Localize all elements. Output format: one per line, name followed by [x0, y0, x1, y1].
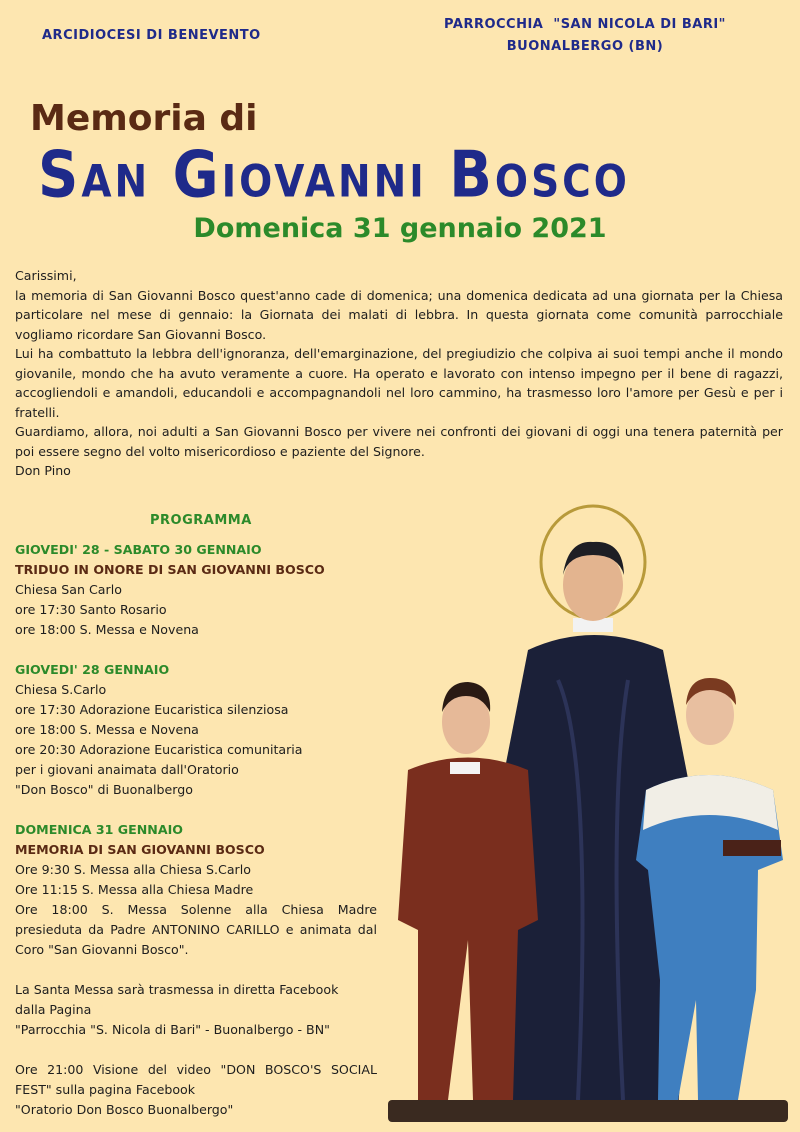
- block-video-text: Ore 21:00 Visione del video "DON BOSCO'S SOCIAL FEST" sulla pagina Facebook: [15, 1062, 377, 1097]
- letter-signature: Don Pino: [15, 463, 71, 478]
- block-heading: DOMENICA 31 GENNAIO: [15, 822, 183, 837]
- parish-header: [440, 14, 730, 58]
- program-title: PROGRAMMA: [150, 513, 252, 528]
- archdiocese-label: ARCIDIOCESI DI BENEVENTO: [42, 28, 261, 43]
- letter-greeting: Carissimi,: [15, 268, 77, 283]
- block-subheading: TRIDUO IN ONORE DI SAN GIOVANNI BOSCO: [15, 562, 325, 577]
- program-block-thursday: [15, 660, 377, 800]
- letter-paragraph: Guardiamo, allora, noi adulti a San Giovanni Bosco per vivere nei confronti dei giovani di oggi una tenera paternità per poi essere segno del volto misericordioso e paziente del Signore.: [15, 424, 783, 459]
- block-line: Ore 9:30 S. Messa alla Chiesa S.Carlo: [15, 862, 251, 877]
- letter-paragraph: Lui ha combattuto la lebbra dell'ignoranza, dell'emarginazione, del pregiudizio che colpiva ai suoi tempi anche il mondo giovanile, mondo che ha avuto veramente a cuore. Ha operato e lavorato con intenso impegno per il bene di ragazzi, accogliendoli e amandoli, educandoli e accompagnandoli nel loro cammino, ha trasmesso loro l'amore per Gesù e per i fratelli.: [15, 346, 783, 420]
- parish-name: PARROCCHIA "SAN NICOLA DI BARI": [444, 17, 726, 32]
- program-block-video: [15, 1060, 377, 1120]
- saint-title: San Giovanni Bosco: [38, 138, 630, 213]
- parish-town: BUONALBERGO (BN): [506, 39, 664, 54]
- pastoral-letter: [15, 266, 783, 481]
- block-line: "Don Bosco" di Buonalbergo: [15, 782, 193, 797]
- block-heading: GIOVEDI' 28 - SABATO 30 GENNAIO: [15, 542, 262, 557]
- block-line: ore 17:30 Santo Rosario: [15, 602, 167, 617]
- program-block-streaming: [15, 980, 377, 1040]
- memoria-title: Memoria di: [30, 98, 258, 139]
- block-line: ore 20:30 Adorazione Eucaristica comunitaria: [15, 742, 303, 757]
- block-line: dalla Pagina: [15, 1002, 92, 1017]
- event-date: Domenica 31 gennaio 2021: [193, 213, 607, 244]
- block-line: ore 17:30 Adorazione Eucaristica silenziosa: [15, 702, 289, 717]
- saint-statue-image: [378, 500, 800, 1125]
- block-line: Chiesa S.Carlo: [15, 682, 107, 697]
- block-line: per i giovani anaimata dall'Oratorio: [15, 762, 239, 777]
- program-block-sunday: [15, 820, 377, 960]
- letter-paragraph: la memoria di San Giovanni Bosco quest'anno cade di domenica; una domenica dedicata ad una giornata per la Chiesa particolare nel mese di gennaio: la Giornata dei malati di lebbra. In questa giornata come comunità parrocchiale vogliamo ricordare San Giovanni Bosco.: [15, 287, 783, 342]
- block-subheading: MEMORIA DI SAN GIOVANNI BOSCO: [15, 842, 265, 857]
- block-line: Ore 11:15 S. Messa alla Chiesa Madre: [15, 882, 254, 897]
- block-line: "Oratorio Don Bosco Buonalbergo": [15, 1102, 234, 1117]
- block-line: Chiesa San Carlo: [15, 582, 122, 597]
- block-solemn-mass: Ore 18:00 S. Messa Solenne alla Chiesa Madre presieduta da Padre ANTONINO CARILLO e animata dal Coro "San Giovanni Bosco".: [15, 902, 377, 957]
- program-block-triduo: [15, 540, 377, 640]
- block-line: "Parrocchia "S. Nicola di Bari" - Buonalbergo - BN": [15, 1022, 330, 1037]
- block-line: ore 18:00 S. Messa e Novena: [15, 722, 199, 737]
- block-line: ore 18:00 S. Messa e Novena: [15, 622, 199, 637]
- block-line: La Santa Messa sarà trasmessa in diretta Facebook: [15, 982, 339, 997]
- block-heading: GIOVEDI' 28 GENNAIO: [15, 662, 170, 677]
